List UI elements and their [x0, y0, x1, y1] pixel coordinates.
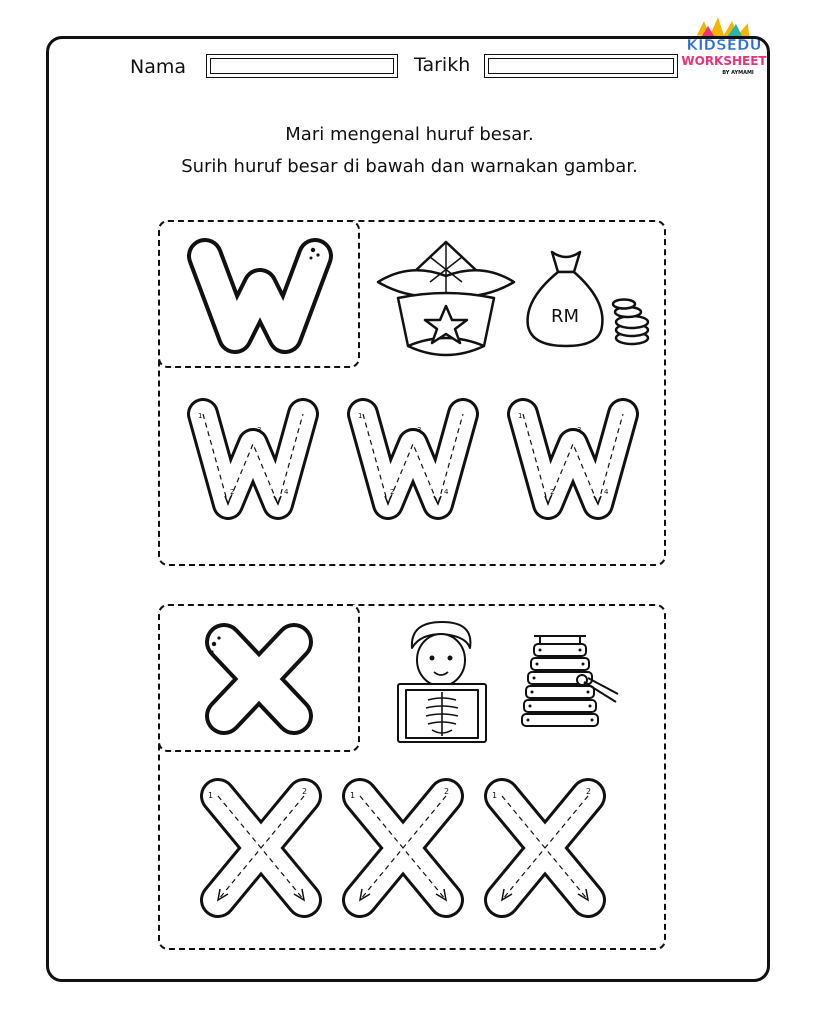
letter-w-bubble — [185, 236, 335, 356]
w3-step3: 3 — [577, 426, 582, 434]
w2-step2: 2 — [390, 488, 395, 496]
x3-step2: 2 — [586, 787, 592, 796]
x2-step2: 2 — [444, 787, 450, 796]
tracing-w-row — [178, 396, 658, 526]
trace-x-1[interactable] — [218, 796, 304, 900]
date-label: Tarikh — [414, 54, 471, 76]
logo-line3: BY AYMAMI — [722, 70, 754, 76]
money-bag-text: RM — [550, 306, 580, 327]
xylophone-image — [518, 628, 622, 744]
trace-x-3[interactable] — [502, 796, 588, 900]
trace-x-2[interactable] — [360, 796, 446, 900]
name-field[interactable] — [206, 54, 398, 78]
instruction-line1: Mari mengenal huruf besar. — [285, 124, 534, 145]
w3-step2: 2 — [550, 488, 555, 496]
money-bag-image — [522, 246, 652, 350]
w2-step3: 3 — [417, 426, 422, 434]
w1-step2: 2 — [230, 488, 235, 496]
logo-line2: WORKSHEET — [681, 54, 767, 68]
x1-step2: 2 — [302, 787, 308, 796]
x1-step1: 1 — [208, 791, 214, 800]
w2-step1: 1 — [358, 412, 363, 420]
w1-step4: 4 — [284, 488, 289, 496]
w1-step1: 1 — [198, 412, 203, 420]
tracing-x-row — [196, 776, 636, 924]
logo-line1: KIDSEDU — [686, 36, 762, 54]
x2-step1: 1 — [350, 791, 356, 800]
w2-step4: 4 — [444, 488, 449, 496]
boy-xray-image — [392, 618, 492, 744]
name-label: Nama — [130, 56, 187, 78]
date-field[interactable] — [484, 54, 678, 78]
x3-step1: 1 — [492, 791, 498, 800]
wau-kite-image — [374, 238, 518, 364]
letter-x-bubble — [196, 620, 322, 736]
w1-step3: 3 — [257, 426, 262, 434]
w3-step4: 4 — [604, 488, 609, 496]
instruction-line2: Surih huruf besar di bawah dan warnakan gambar. — [181, 156, 638, 177]
w3-step1: 1 — [518, 412, 523, 420]
